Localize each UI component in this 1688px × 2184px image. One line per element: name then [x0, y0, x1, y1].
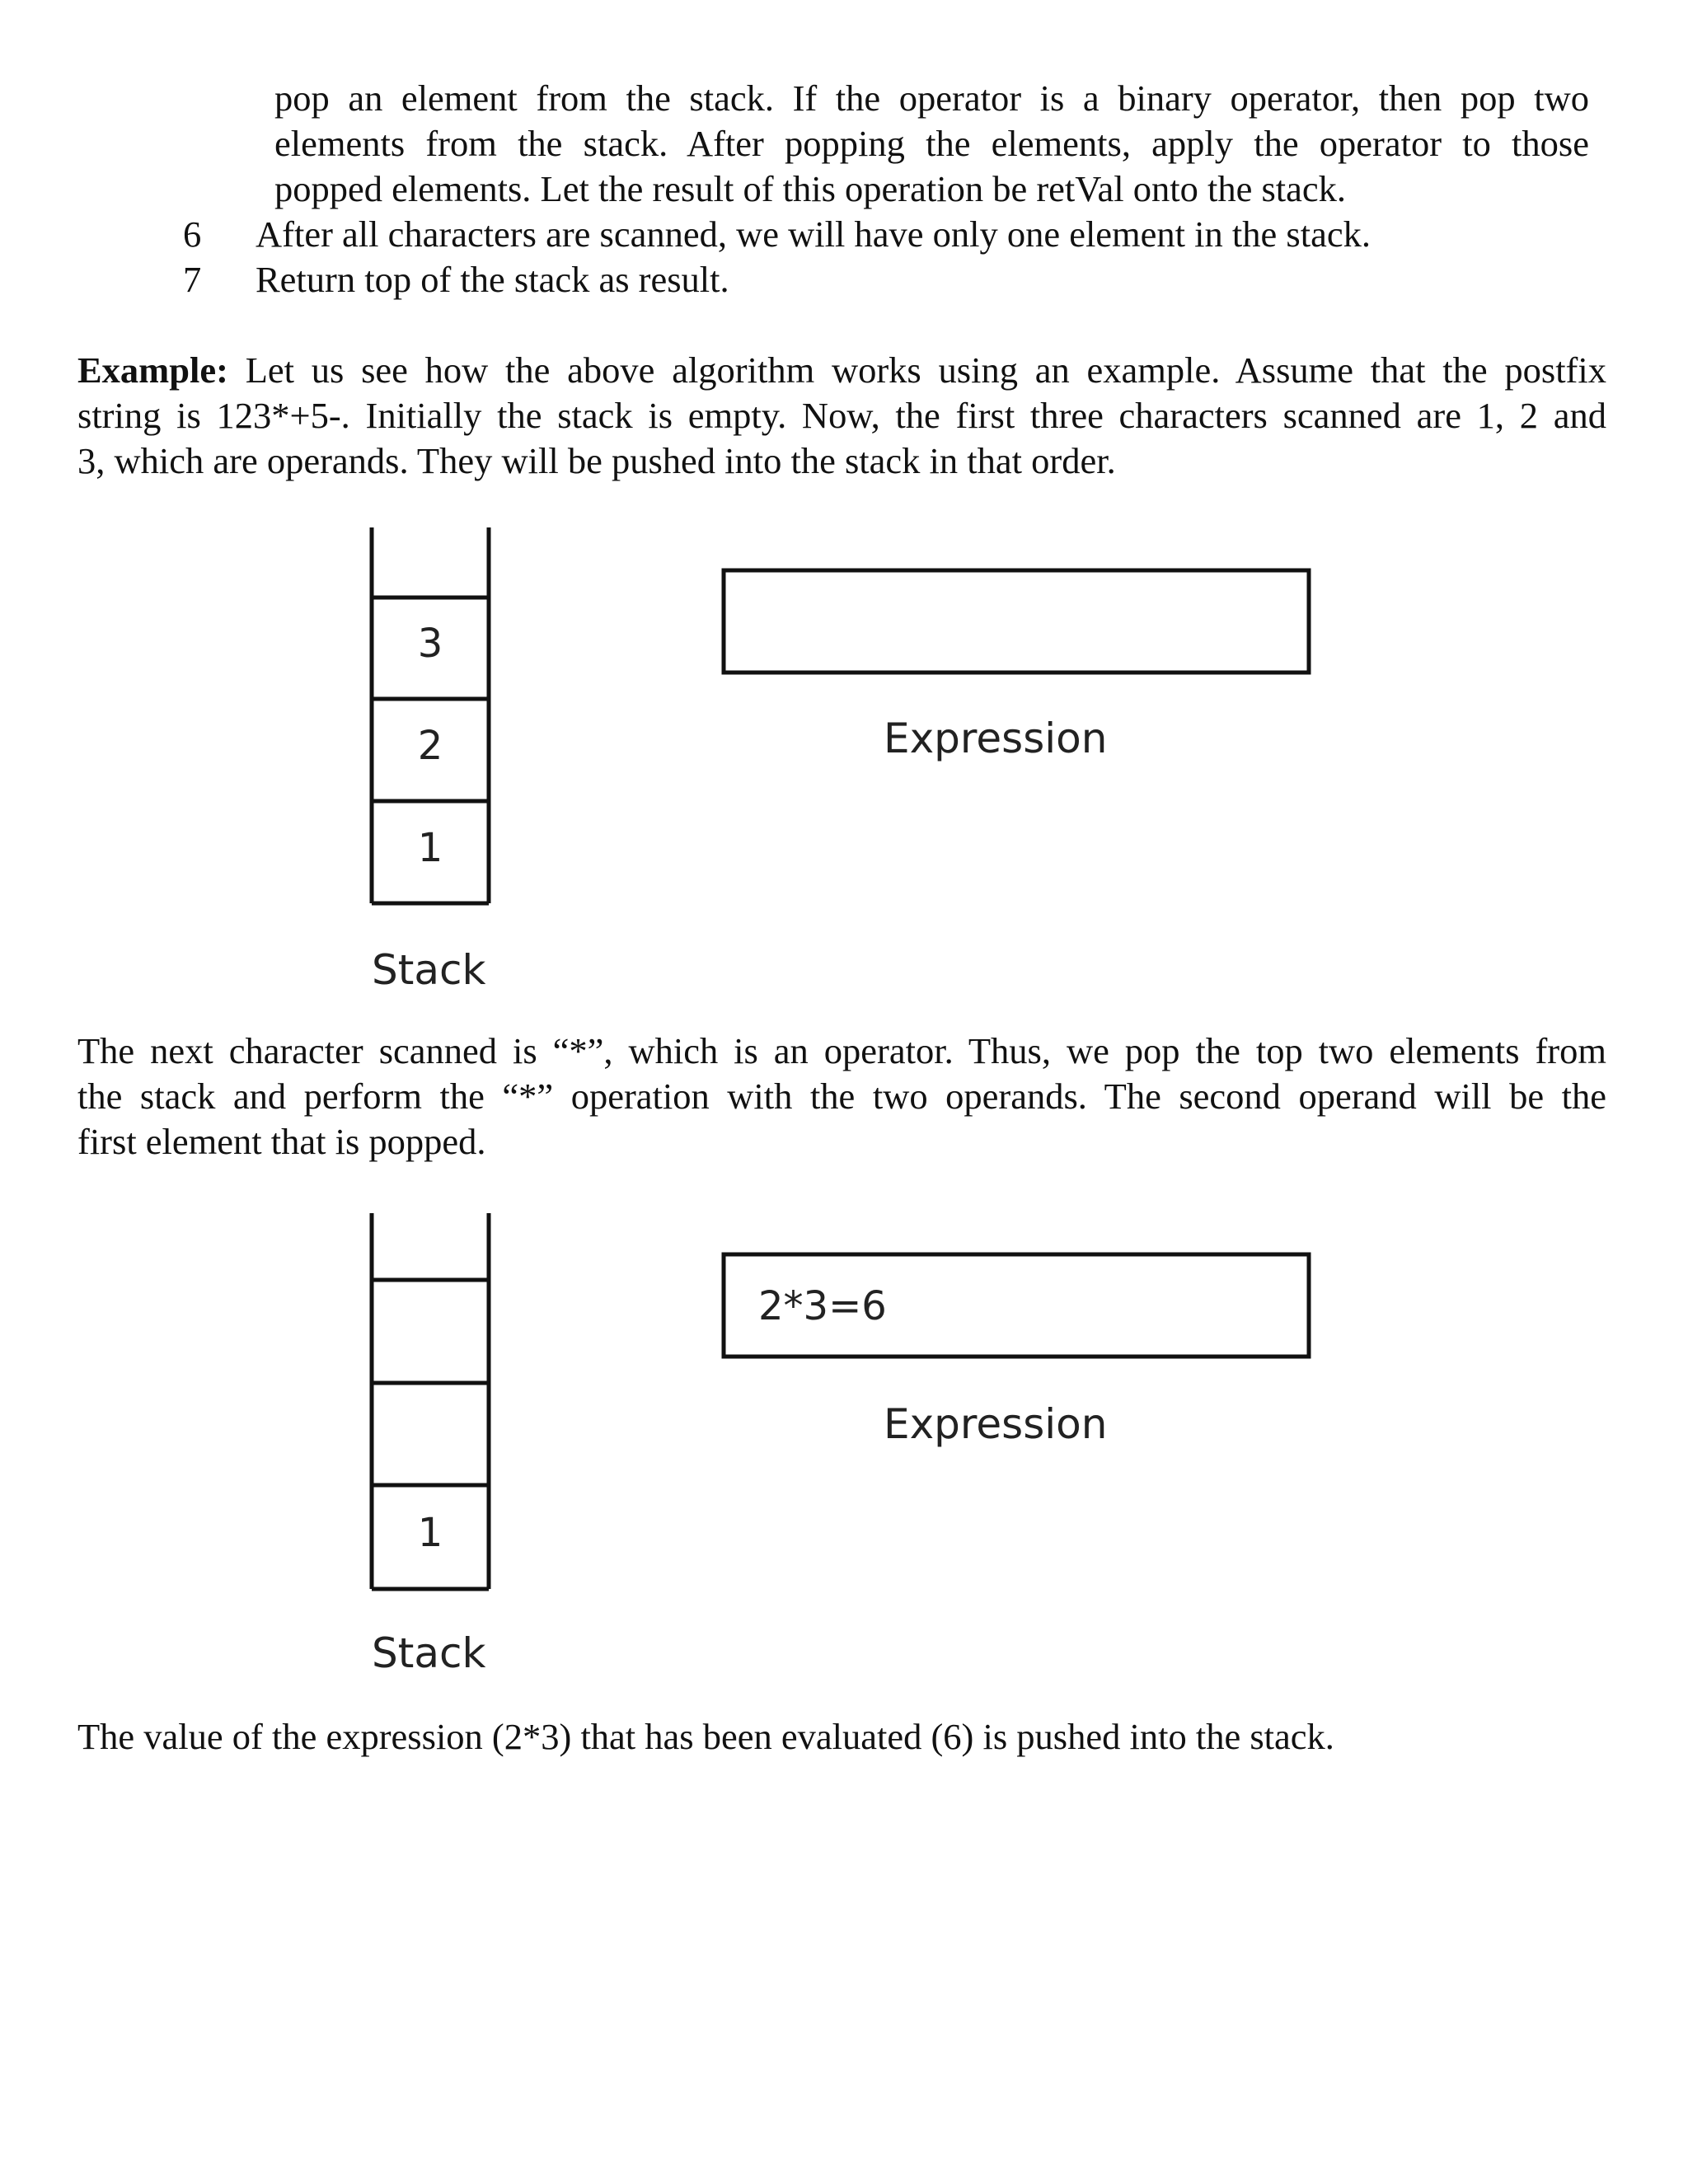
figure2-stack-label: Stack — [372, 1629, 486, 1677]
figure1-expression-label: Expression — [884, 715, 1108, 762]
step-7-text: Return top of the stack as result. — [256, 259, 729, 300]
example-line-1-text: Let us see how the above algorithm works using an example. Assume that the postfix — [227, 349, 1606, 391]
operator-line-1: The next character scanned is “*”, which is an operator. Thus, we pop the top two elements from — [77, 1030, 1606, 1071]
figure1-expression-box — [724, 570, 1309, 673]
step-6-text: After all characters are scanned, we will have only one element in the stack. — [256, 213, 1371, 255]
operator-line-3: first element that is popped. — [77, 1121, 486, 1162]
step-5-line-3: popped elements. Let the result of this operation be retVal onto the stack. — [274, 168, 1347, 209]
result-paragraph: The value of the expression (2*3) that has been evaluated (6) is pushed into the stack. — [77, 1716, 1334, 1757]
operator-line-2: the stack and perform the “*” operation with the two operands. The second operand will be the — [77, 1076, 1606, 1117]
figure1-stack-label: Stack — [372, 946, 486, 994]
figure2-expression-label: Expression — [884, 1400, 1108, 1448]
example-label: Example: — [77, 349, 228, 391]
figure2-stack-cell-bottom: 1 — [417, 1510, 443, 1556]
step-6-number: 6 — [183, 213, 202, 255]
figure1-stack-cell-middle: 2 — [417, 723, 443, 769]
example-line-2: string is 123*+5-. Initially the stack is empty. Now, the first three characters scanned are 1, 2 and — [77, 395, 1606, 436]
example-line-3: 3, which are operands. They will be pushed into the stack in that order. — [77, 440, 1116, 481]
figure1-stack-cell-bottom: 1 — [417, 825, 443, 871]
step-5-line-1: pop an element from the stack. If the operator is a binary operator, then pop two — [274, 77, 1589, 119]
step-5-line-2: elements from the stack. After popping the elements, apply the operator to those — [274, 123, 1589, 164]
figure2-expression-value: 2*3=6 — [758, 1283, 887, 1329]
figure1-stack-cell-top: 3 — [417, 621, 443, 667]
step-7-number: 7 — [183, 259, 202, 300]
